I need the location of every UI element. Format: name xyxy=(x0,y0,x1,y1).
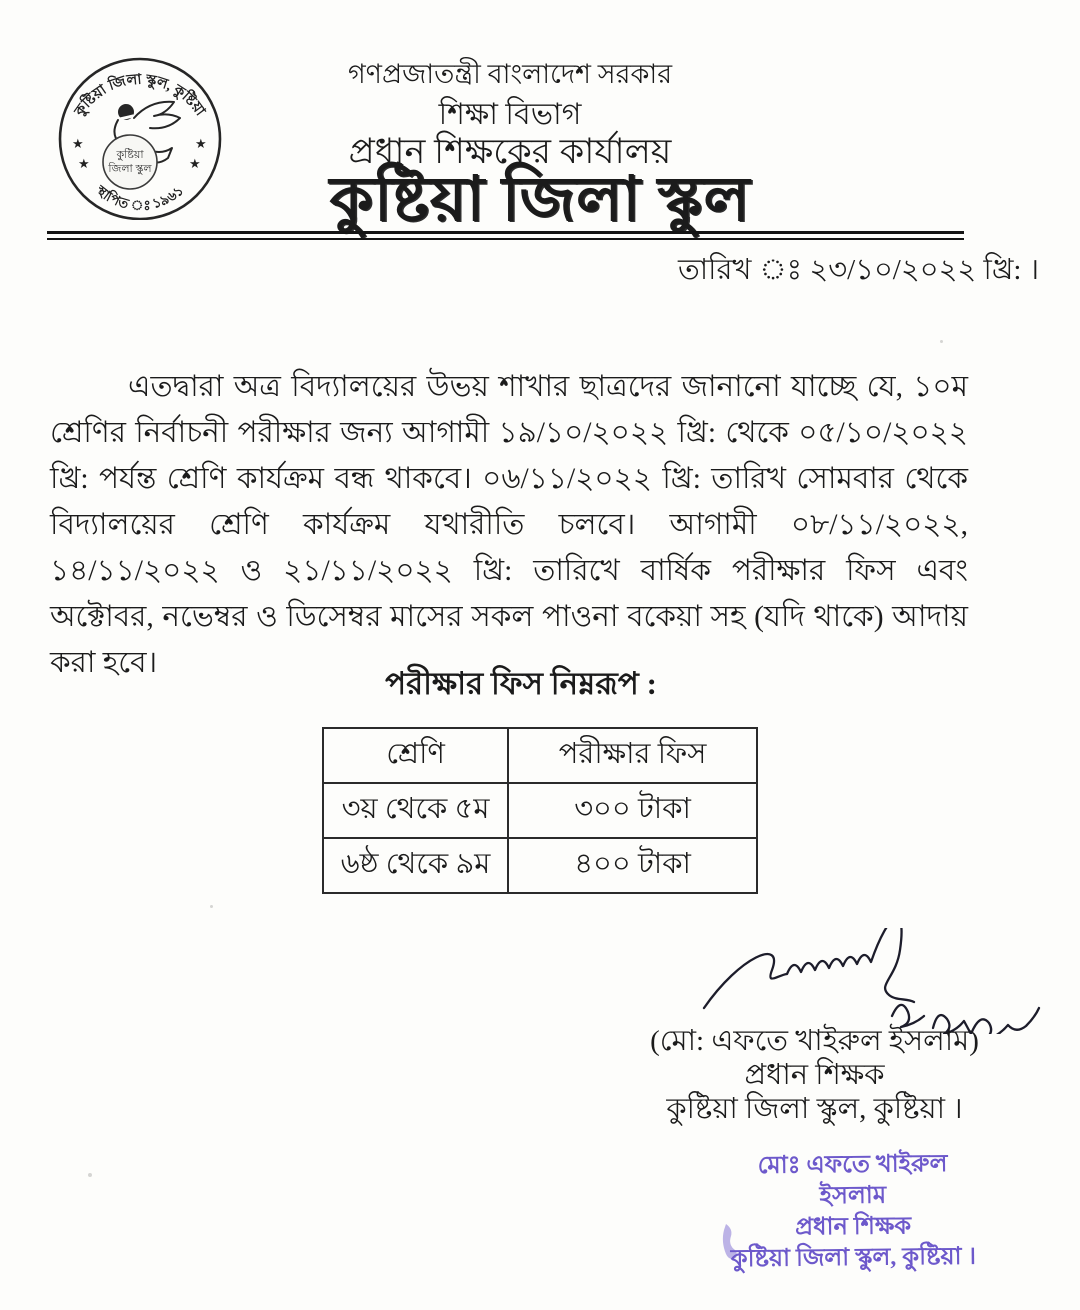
seal-center-line1: কুষ্টিয়া xyxy=(116,149,144,161)
fees-table xyxy=(322,727,758,894)
table-row xyxy=(323,783,757,838)
fees-cell-fee: ৩০০ টাকা xyxy=(508,783,757,838)
signatory-block xyxy=(642,1024,987,1126)
handwritten-signature xyxy=(688,928,1070,1034)
seal-star-icon: ★ xyxy=(72,136,84,151)
fees-cell-fee: ৪০০ টাকা xyxy=(508,838,757,893)
stamp-title-line: প্রধান শিক্ষক xyxy=(795,1213,912,1241)
signatory-school: কুষ্টিয়া জিলা স্কুল, কুষ্টিয়া । xyxy=(666,1093,963,1125)
seal-star-icon: ★ xyxy=(78,156,90,171)
seal-star-icon: ★ xyxy=(195,136,207,151)
table-row xyxy=(323,838,757,893)
stamp-ink-smudge xyxy=(718,1222,744,1264)
seal-ring-text: কুষ্টিয়া জিলা স্কুল, কুষ্টিয়া xyxy=(71,71,209,120)
stamp-name-line: মোঃ এফতে খাইরুল ইসলাম xyxy=(757,1151,948,1210)
scan-speck xyxy=(210,905,213,908)
header-division-line: শিক্ষা বিভাগ xyxy=(438,98,582,131)
stamp-school-line: কুষ্টিয়া জিলা স্কুল, কুষ্টিয়া । xyxy=(730,1243,977,1273)
header-government-line: গণপ্রজাতন্ত্রী বাংলাদেশ সরকার xyxy=(347,59,673,89)
notice-body-paragraph: এতদ্বারা অত্র বিদ্যালয়ের উভয় শাখার ছাত্রদের জানানো যাচ্ছে যে, ১০ম শ্রেণির নির্বাচনী পরীক্ষার জন্য আগামী ১৯/১০/২০২২ খ্রি: থেকে ০৫/১০/২০২২ খ্রি: পর্যন্ত শ্রেণি কার্যক্রম বন্ধ থাকবে। ০৬/১১/২০২২ খ্রি: তারিখ সোমবার থেকে বিদ্যালয়ের শ্রেণি কার্যক্রম যথারীতি চলবে। আগামী ০৮/১১/২০২২, ১৪/১১/২০২২ ও ২১/১১/২০২২ খ্রি: তারিখে বার্ষিক পরীক্ষার ফিস এবং অক্টোবর, নভেম্বর ও ডিসেম্বর মাসের সকল পাওনা বকেয়া সহ (যদি থাকে) আদায় করা হবে। xyxy=(50,371,968,679)
notice-date: তারিখ ঃ ২৩/১০/২০২২ খ্রি: । xyxy=(678,254,1040,286)
seal-established-text: স্থাপিত ঃ ১৯৬১ xyxy=(93,182,187,213)
fees-cell-class: ৬ষ্ঠ থেকে ৯ম xyxy=(323,838,508,893)
scan-speck xyxy=(940,340,943,343)
office-stamp xyxy=(727,1149,978,1276)
signatory-title: প্রধান শিক্ষক xyxy=(744,1059,885,1091)
fees-cell-class: ৩য় থেকে ৫ম xyxy=(323,783,508,838)
seal-star-icon: ★ xyxy=(189,156,201,171)
scan-speck xyxy=(88,1173,92,1177)
fees-table-header-row xyxy=(323,728,757,783)
header-office-line: প্রধান শিক্ষকের কার্যালয় xyxy=(348,132,672,171)
school-name-title: কুষ্টিয়া জিলা স্কুল xyxy=(329,166,751,234)
fees-header-class: শ্রেণি xyxy=(323,728,508,783)
letterhead-divider-rule xyxy=(47,231,964,240)
seal-center-line2: জিলা স্কুল xyxy=(108,163,152,175)
signatory-name: (মো: এফতে খাইরুল ইসলাম) xyxy=(650,1025,979,1057)
fees-header-fee: পরীক্ষার ফিস xyxy=(508,728,757,783)
fees-heading: পরীক্ষার ফিস নিম্নরূপ : xyxy=(385,666,657,701)
